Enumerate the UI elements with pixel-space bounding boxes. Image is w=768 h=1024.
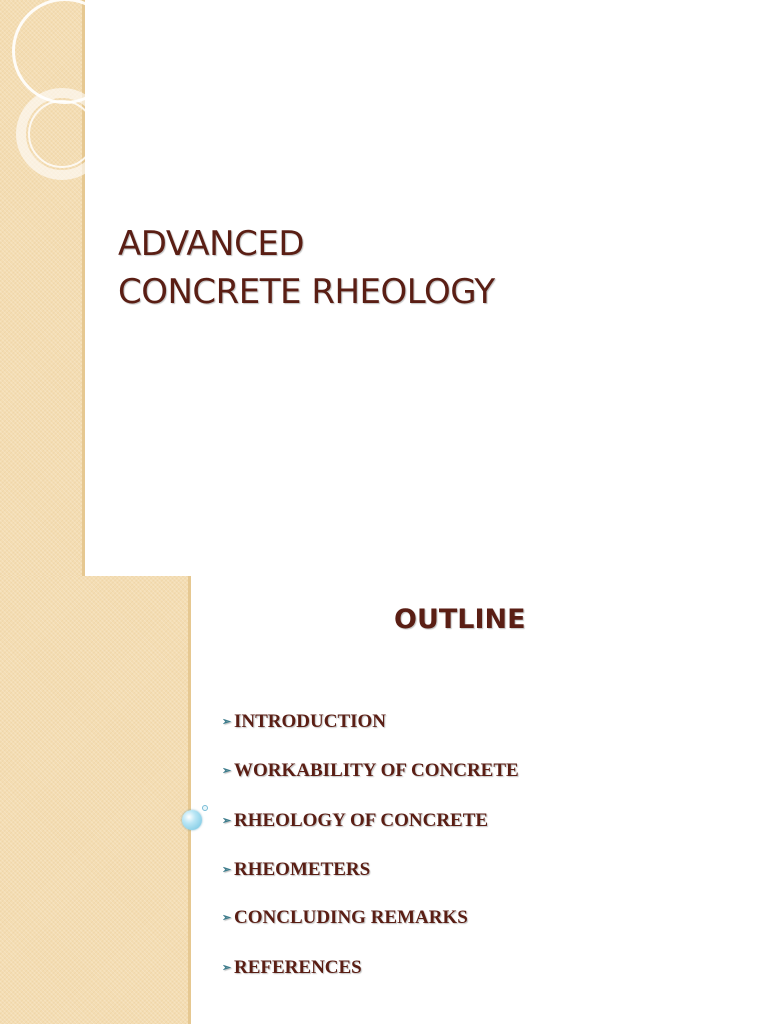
slide-title-line-1: ADVANCED xyxy=(118,224,305,264)
outline-item xyxy=(222,711,386,733)
outline-slide xyxy=(0,576,768,1024)
arrow-bullet-icon: ➢ xyxy=(222,864,232,876)
decorative-side-panel xyxy=(0,576,190,1024)
outline-item-label: RHEOLOGY OF CONCRETE xyxy=(234,810,489,831)
slide-title-line-2: CONCRETE RHEOLOGY xyxy=(118,272,495,312)
accent-dot-small-icon xyxy=(202,805,208,811)
arrow-bullet-icon: ➢ xyxy=(222,815,232,827)
outline-item-label: REFERENCES xyxy=(234,957,362,978)
arrow-bullet-icon: ➢ xyxy=(222,912,232,924)
outline-item-label: RHEOMETERS xyxy=(234,859,371,880)
outline-item-label: INTRODUCTION xyxy=(234,711,387,732)
outline-item xyxy=(222,907,468,929)
outline-item-label: CONCLUDING REMARKS xyxy=(234,907,468,928)
arrow-bullet-icon: ➢ xyxy=(222,716,232,728)
accent-dot-icon xyxy=(182,810,202,830)
outline-item-label: WORKABILITY OF CONCRETE xyxy=(234,760,519,781)
outline-item xyxy=(222,859,370,881)
decorative-ring-inner xyxy=(28,100,96,168)
outline-item xyxy=(222,810,488,832)
outline-item xyxy=(222,760,519,782)
outline-heading: OUTLINE xyxy=(394,604,526,635)
arrow-bullet-icon: ➢ xyxy=(222,765,232,777)
arrow-bullet-icon: ➢ xyxy=(222,962,232,974)
panel-edge-line xyxy=(188,576,191,1024)
outline-item xyxy=(222,957,362,979)
